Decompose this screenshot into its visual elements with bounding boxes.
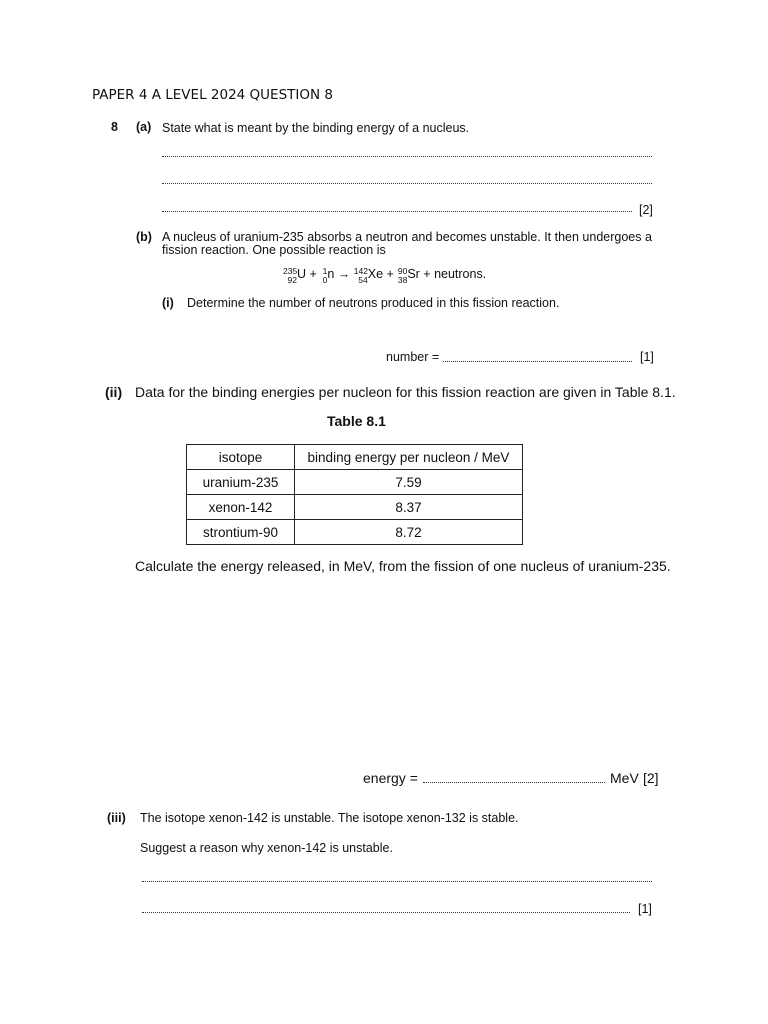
part-i-marks: [1] xyxy=(640,350,654,364)
equation-tail: + neutrons. xyxy=(423,267,487,281)
part-iii-label: (iii) xyxy=(107,811,126,825)
table-cell: 7.59 xyxy=(295,470,523,495)
number-answer-label: number = xyxy=(386,350,440,364)
answer-line-a3[interactable] xyxy=(162,211,632,212)
table-cell: xenon-142 xyxy=(187,495,295,520)
part-ii-marks: [2] xyxy=(643,770,659,786)
table-header-cell: isotope xyxy=(187,445,295,470)
symbol-n: n xyxy=(327,267,335,281)
arrow-icon: → xyxy=(337,267,351,281)
part-ii-instruction: Calculate the energy released, in MeV, from the fission of one nucleus of uranium-235. xyxy=(135,558,671,574)
table-cell: strontium-90 xyxy=(187,520,295,545)
part-iii-prompt: Suggest a reason why xenon-142 is unstable. xyxy=(140,841,393,855)
table-cell: 8.72 xyxy=(295,520,523,545)
table-header-cell: binding energy per nucleon / MeV xyxy=(295,445,523,470)
table-row xyxy=(187,520,523,545)
table-cell: 8.37 xyxy=(295,495,523,520)
energy-answer-line[interactable] xyxy=(423,782,605,783)
nuclide-xe142-numbers: 142 54 xyxy=(353,266,368,285)
answer-line-a1[interactable] xyxy=(162,156,652,157)
part-ii-text: Data for the binding energies per nucleon for this fission reaction are given in Table 8.1. xyxy=(135,384,676,400)
answer-line-iii2[interactable] xyxy=(142,912,630,913)
part-a-marks: [2] xyxy=(639,203,653,217)
symbol-xe: Xe xyxy=(367,267,384,281)
table-title: Table 8.1 xyxy=(327,413,386,429)
nuclide-neutron-numbers: 1 0 xyxy=(322,266,328,285)
table-header-row xyxy=(187,445,523,470)
part-a-label: (a) xyxy=(136,120,152,134)
plus-sign: + xyxy=(309,267,317,281)
part-ii-label: (ii) xyxy=(105,384,123,400)
part-i-question: Determine the number of neutrons produced in this fission reaction. xyxy=(187,296,560,310)
table-cell: uranium-235 xyxy=(187,470,295,495)
nuclide-u235-numbers: 235 92 xyxy=(283,266,298,285)
energy-unit: MeV xyxy=(610,770,639,786)
table-row xyxy=(187,470,523,495)
answer-line-iii1[interactable] xyxy=(142,881,652,882)
part-b-label: (b) xyxy=(136,230,152,244)
number-answer-line[interactable] xyxy=(443,361,632,362)
answer-line-a2[interactable] xyxy=(162,183,652,184)
part-b-text-line1: A nucleus of uranium-235 absorbs a neutron and becomes unstable. It then undergoes a xyxy=(162,230,652,244)
part-b-text-line2: fission reaction. One possible reaction is xyxy=(162,243,386,257)
part-i-label: (i) xyxy=(162,296,174,310)
question-number: 8 xyxy=(111,120,118,134)
table-row xyxy=(187,495,523,520)
binding-energy-table xyxy=(186,444,523,545)
nuclide-sr90-numbers: 90 38 xyxy=(397,266,408,285)
plus-sign: + xyxy=(386,267,394,281)
symbol-sr: Sr xyxy=(407,267,420,281)
part-iii-marks: [1] xyxy=(638,902,652,916)
page-header: PAPER 4 A LEVEL 2024 QUESTION 8 xyxy=(92,87,333,103)
energy-answer-label: energy = xyxy=(363,770,418,786)
part-a-question: State what is meant by the binding energy of a nucleus. xyxy=(162,121,470,135)
symbol-u: U xyxy=(297,267,307,281)
fission-equation xyxy=(283,267,486,285)
part-iii-text: The isotope xenon-142 is unstable. The isotope xenon-132 is stable. xyxy=(140,811,519,825)
